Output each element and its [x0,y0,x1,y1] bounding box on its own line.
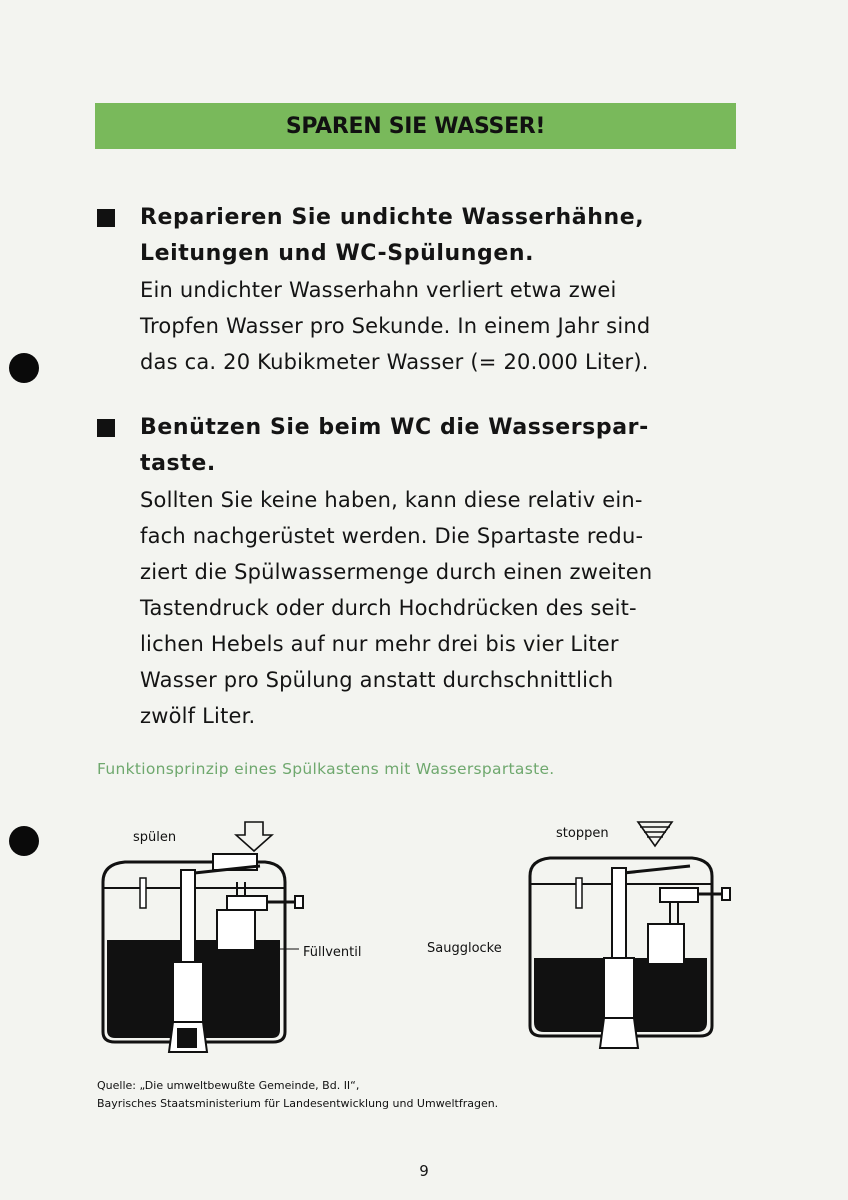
bullet-square-icon [97,209,115,227]
source-line: Quelle: „Die umweltbewußte Gemeinde, Bd. II“, [97,1079,360,1092]
title-line: Reparieren Sie undichte Wasserhähne, [140,205,645,230]
body-line: lichen Hebels auf nur mehr drei bis vier Liter [140,632,619,656]
title-line: Leitungen und WC-Spülungen. [140,241,535,266]
punch-hole-bottom [9,826,39,856]
cistern-flush-diagram [95,852,310,1062]
section-leaks [140,200,738,380]
flush-label: spülen [133,830,177,845]
title-line: taste. [140,451,216,476]
section-title [140,200,738,272]
down-arrow-icon [234,821,274,853]
body-line: zwölf Liter. [140,704,256,728]
fill-valve-label: Füllventil [303,945,362,960]
source-note [97,1077,498,1113]
punch-hole-top [9,353,39,383]
stop-label: stoppen [556,826,609,841]
section-body [140,482,738,734]
section-title [140,410,738,482]
body-line: ziert die Spülwassermenge durch einen zweiten [140,560,653,584]
body-line: Sollten Sie keine haben, kann diese relativ ein- [140,488,643,512]
stop-arrow-icon [636,820,674,848]
body-line: das ca. 20 Kubikmeter Wasser (= 20.000 Liter). [140,350,649,374]
header-banner [95,103,736,149]
body-line: fach nachgerüstet werden. Die Spartaste redu- [140,524,644,548]
body-line: Tastendruck oder durch Hochdrücken des seit- [140,596,637,620]
page-number: 9 [419,1162,429,1180]
cistern-stop-diagram [520,850,735,1060]
body-line: Wasser pro Spülung anstatt durchschnittlich [140,668,614,692]
title-line: Benützen Sie beim WC die Wasserspar- [140,415,649,440]
section-body [140,272,738,380]
body-line: Tropfen Wasser pro Sekunde. In einem Jahr sind [140,314,651,338]
source-line: Bayrisches Staatsministerium für Landesentwicklung und Umweltfragen. [97,1097,499,1110]
body-line: Ein undichter Wasserhahn verliert etwa zwei [140,278,617,302]
page-title: SPAREN SIE WASSER! [285,113,546,139]
figure-caption: Funktionsprinzip eines Spülkastens mit Wasserspartaste. [97,760,555,778]
siphon-bell-label: Saugglocke [427,941,502,956]
bullet-square-icon [97,419,115,437]
section-flush-button [140,410,738,734]
